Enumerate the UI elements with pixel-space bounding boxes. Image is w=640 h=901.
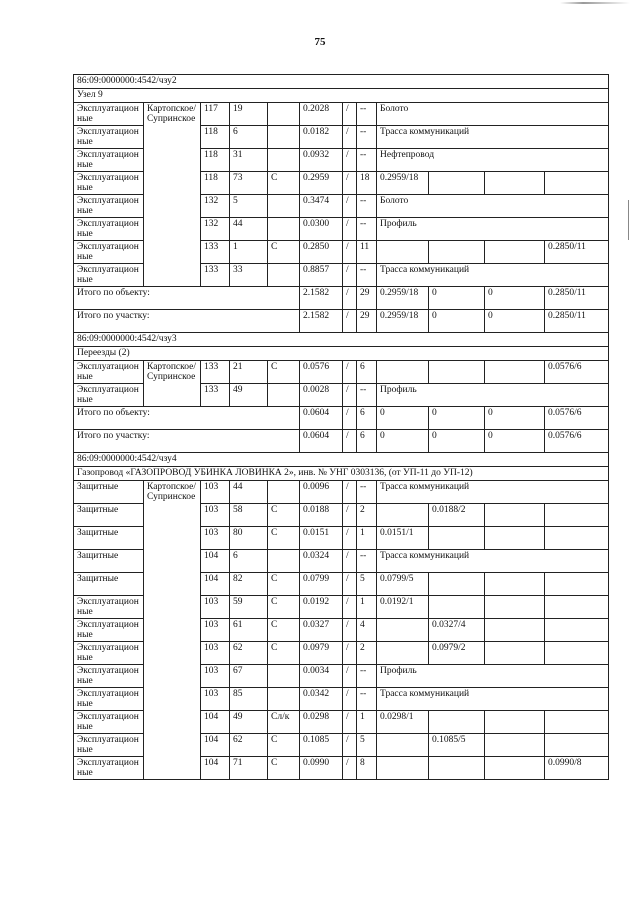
value-cell: 4 — [357, 619, 377, 642]
note-cell: Нефтепровод — [377, 149, 609, 172]
settlement-cell — [144, 361, 201, 407]
category-cell: Защитные — [74, 481, 144, 504]
value-cell: 1 — [230, 241, 268, 264]
value-cell — [485, 504, 545, 527]
total-value: 0.0604 — [300, 407, 343, 430]
value-cell: 0.0188/2 — [429, 504, 485, 527]
value-cell — [377, 361, 429, 384]
value-cell: 0.0576 — [300, 361, 343, 384]
scan-artifact — [560, 2, 630, 4]
value-cell: 62 — [230, 642, 268, 665]
value-cell: 0.0096 — [300, 481, 343, 504]
value-cell: 117 — [201, 103, 230, 126]
value-cell — [485, 619, 545, 642]
total-value: 0.2850/11 — [545, 287, 609, 310]
total-value: 0 — [485, 407, 545, 430]
settlement-cell — [144, 481, 201, 780]
value-cell — [429, 241, 485, 264]
value-cell: 73 — [230, 172, 268, 195]
value-cell: 44 — [230, 218, 268, 241]
total-label: Итого по объекту: — [74, 407, 300, 430]
value-cell — [268, 688, 300, 711]
total-value: 0 — [377, 407, 429, 430]
value-cell: -- — [357, 103, 377, 126]
value-cell — [545, 734, 609, 757]
value-cell — [485, 642, 545, 665]
section-id-row — [74, 75, 609, 89]
total-row — [74, 287, 609, 310]
value-cell: С — [268, 172, 300, 195]
value-cell: / — [343, 527, 357, 550]
total-value: 0 — [485, 310, 545, 333]
value-cell: / — [343, 711, 357, 734]
settlement-part-2: Супринское — [147, 114, 196, 124]
total-value: 0 — [429, 287, 485, 310]
group-row — [74, 89, 609, 103]
group-title: Переезды (2) — [74, 347, 609, 361]
category-cell: Эксплуатационные — [74, 195, 144, 218]
plot-id: 86:09:0000000:4542/чзу3 — [74, 333, 609, 347]
total-value: 6 — [357, 430, 377, 453]
category-cell: Эксплуатационные — [74, 361, 144, 384]
value-cell — [268, 195, 300, 218]
value-cell: 0.0990 — [300, 757, 343, 780]
value-cell: 31 — [230, 149, 268, 172]
value-cell: 0.2028 — [300, 103, 343, 126]
value-cell: Сл/к — [268, 711, 300, 734]
value-cell: 0.0576/6 — [545, 361, 609, 384]
value-cell: / — [343, 384, 357, 407]
value-cell: С — [268, 642, 300, 665]
value-cell: 85 — [230, 688, 268, 711]
value-cell — [485, 596, 545, 619]
category-cell: Эксплуатационные — [74, 665, 144, 688]
total-row — [74, 310, 609, 333]
group-row — [74, 467, 609, 481]
value-cell: 0.0192/1 — [377, 596, 429, 619]
value-cell — [485, 573, 545, 596]
value-cell: -- — [357, 126, 377, 149]
group-row — [74, 347, 609, 361]
total-value: 29 — [357, 287, 377, 310]
value-cell — [545, 573, 609, 596]
value-cell: 133 — [201, 361, 230, 384]
value-cell: 49 — [230, 384, 268, 407]
value-cell: / — [343, 218, 357, 241]
total-value: / — [343, 310, 357, 333]
value-cell: 0.0034 — [300, 665, 343, 688]
value-cell — [485, 241, 545, 264]
category-cell: Эксплуатационные — [74, 241, 144, 264]
value-cell — [485, 172, 545, 195]
value-cell: 0.2959/18 — [377, 172, 429, 195]
value-cell: 118 — [201, 149, 230, 172]
value-cell: 59 — [230, 596, 268, 619]
value-cell: 1 — [357, 711, 377, 734]
value-cell: -- — [357, 264, 377, 287]
value-cell: / — [343, 103, 357, 126]
value-cell: 1 — [357, 527, 377, 550]
total-value: 0.0604 — [300, 430, 343, 453]
value-cell: 0.1085 — [300, 734, 343, 757]
value-cell — [545, 596, 609, 619]
value-cell: -- — [357, 550, 377, 573]
total-value: 0 — [429, 407, 485, 430]
value-cell: 2 — [357, 504, 377, 527]
category-cell: Эксплуатационные — [74, 149, 144, 172]
value-cell: 6 — [230, 126, 268, 149]
value-cell: 0.0932 — [300, 149, 343, 172]
value-cell: 103 — [201, 619, 230, 642]
value-cell: 0.0182 — [300, 126, 343, 149]
value-cell — [429, 757, 485, 780]
value-cell — [268, 126, 300, 149]
value-cell: 103 — [201, 642, 230, 665]
category-cell: Эксплуатационные — [74, 384, 144, 407]
category-cell: Эксплуатационные — [74, 126, 144, 149]
plot-id: 86:09:0000000:4542/чзу4 — [74, 453, 609, 467]
value-cell: 103 — [201, 481, 230, 504]
value-cell: 118 — [201, 126, 230, 149]
category-cell: Эксплуатационные — [74, 619, 144, 642]
value-cell: 18 — [357, 172, 377, 195]
scan-edge-line — [628, 200, 629, 240]
value-cell: / — [343, 642, 357, 665]
value-cell — [377, 504, 429, 527]
value-cell: С — [268, 596, 300, 619]
category-cell: Эксплуатационные — [74, 734, 144, 757]
value-cell: 11 — [357, 241, 377, 264]
value-cell: / — [343, 619, 357, 642]
value-cell — [485, 361, 545, 384]
note-cell: Болото — [377, 195, 609, 218]
total-value: 0 — [485, 430, 545, 453]
value-cell: / — [343, 195, 357, 218]
value-cell — [429, 573, 485, 596]
value-cell: 104 — [201, 550, 230, 573]
value-cell — [377, 619, 429, 642]
value-cell: 71 — [230, 757, 268, 780]
value-cell: 104 — [201, 757, 230, 780]
value-cell — [545, 504, 609, 527]
value-cell: -- — [357, 384, 377, 407]
value-cell — [545, 172, 609, 195]
value-cell: 2 — [357, 642, 377, 665]
note-cell: Болото — [377, 103, 609, 126]
value-cell: -- — [357, 149, 377, 172]
value-cell — [377, 734, 429, 757]
value-cell — [268, 550, 300, 573]
total-label: Итого по участку: — [74, 430, 300, 453]
value-cell — [545, 642, 609, 665]
value-cell: / — [343, 596, 357, 619]
note-cell: Профиль — [377, 218, 609, 241]
value-cell — [545, 711, 609, 734]
value-cell: С — [268, 573, 300, 596]
value-cell — [485, 734, 545, 757]
value-cell: С — [268, 619, 300, 642]
value-cell — [429, 527, 485, 550]
value-cell: 21 — [230, 361, 268, 384]
total-value: 0 — [429, 430, 485, 453]
total-value: 6 — [357, 407, 377, 430]
category-cell: Эксплуатационные — [74, 172, 144, 195]
value-cell: 8 — [357, 757, 377, 780]
value-cell: 44 — [230, 481, 268, 504]
value-cell: С — [268, 734, 300, 757]
value-cell — [268, 103, 300, 126]
value-cell: 49 — [230, 711, 268, 734]
value-cell — [429, 172, 485, 195]
value-cell: 0.0979/2 — [429, 642, 485, 665]
value-cell: 0.0327 — [300, 619, 343, 642]
value-cell — [485, 757, 545, 780]
value-cell: 6 — [357, 361, 377, 384]
value-cell: 0.0990/8 — [545, 757, 609, 780]
value-cell: 103 — [201, 527, 230, 550]
value-cell — [268, 481, 300, 504]
value-cell: 80 — [230, 527, 268, 550]
total-label: Итого по объекту: — [74, 287, 300, 310]
category-cell: Защитные — [74, 550, 144, 573]
settlement-cell — [144, 103, 201, 287]
category-cell: Защитные — [74, 504, 144, 527]
value-cell: 0.0298 — [300, 711, 343, 734]
value-cell: 103 — [201, 665, 230, 688]
value-cell: С — [268, 504, 300, 527]
total-value: 0 — [429, 310, 485, 333]
value-cell: 0.2850 — [300, 241, 343, 264]
value-cell — [377, 757, 429, 780]
value-cell: 5 — [357, 573, 377, 596]
value-cell: С — [268, 527, 300, 550]
value-cell — [377, 642, 429, 665]
settlement-part-1: Картопское/ — [147, 104, 196, 114]
value-cell — [429, 361, 485, 384]
value-cell: 0.2850/11 — [545, 241, 609, 264]
value-cell: 133 — [201, 264, 230, 287]
total-value: 29 — [357, 310, 377, 333]
value-cell: 5 — [230, 195, 268, 218]
value-cell: 1 — [357, 596, 377, 619]
value-cell: -- — [357, 218, 377, 241]
group-title: Узел 9 — [74, 89, 609, 103]
value-cell: 0.0300 — [300, 218, 343, 241]
total-row — [74, 407, 609, 430]
value-cell: С — [268, 361, 300, 384]
value-cell: 0.0151/1 — [377, 527, 429, 550]
category-cell: Защитные — [74, 573, 144, 596]
value-cell: С — [268, 241, 300, 264]
value-cell: 0.0342 — [300, 688, 343, 711]
total-value: 0.2959/18 — [377, 287, 429, 310]
value-cell: 103 — [201, 688, 230, 711]
table-row — [74, 103, 609, 126]
note-cell: Трасса коммуникаций — [377, 550, 609, 573]
note-cell: Трасса коммуникаций — [377, 688, 609, 711]
total-value: / — [343, 287, 357, 310]
value-cell: / — [343, 126, 357, 149]
value-cell — [377, 241, 429, 264]
value-cell: / — [343, 264, 357, 287]
value-cell: 0.0799 — [300, 573, 343, 596]
total-value: 0.0576/6 — [545, 430, 609, 453]
total-value: 0.2959/18 — [377, 310, 429, 333]
value-cell: / — [343, 688, 357, 711]
value-cell: 0.3474 — [300, 195, 343, 218]
section-id-row — [74, 333, 609, 347]
value-cell — [545, 527, 609, 550]
total-label: Итого по участку: — [74, 310, 300, 333]
value-cell: 118 — [201, 172, 230, 195]
total-value: 0 — [377, 430, 429, 453]
plot-id: 86:09:0000000:4542/чзу2 — [74, 75, 609, 89]
value-cell: / — [343, 361, 357, 384]
category-cell: Эксплуатационные — [74, 218, 144, 241]
note-cell: Профиль — [377, 665, 609, 688]
category-cell: Эксплуатационные — [74, 596, 144, 619]
value-cell: 0.2959 — [300, 172, 343, 195]
value-cell: / — [343, 734, 357, 757]
total-value: / — [343, 430, 357, 453]
value-cell — [268, 665, 300, 688]
value-cell — [268, 218, 300, 241]
category-cell: Эксплуатационные — [74, 264, 144, 287]
settlement-part-1: Картопское/ — [147, 362, 196, 372]
value-cell: 82 — [230, 573, 268, 596]
value-cell: 133 — [201, 241, 230, 264]
value-cell: 0.0298/1 — [377, 711, 429, 734]
value-cell: 61 — [230, 619, 268, 642]
total-value: 0 — [485, 287, 545, 310]
value-cell: 104 — [201, 711, 230, 734]
value-cell: / — [343, 550, 357, 573]
value-cell — [268, 384, 300, 407]
value-cell: 133 — [201, 384, 230, 407]
note-cell: Трасса коммуникаций — [377, 481, 609, 504]
value-cell: / — [343, 665, 357, 688]
value-cell — [545, 619, 609, 642]
value-cell: / — [343, 172, 357, 195]
total-value: 2.1582 — [300, 287, 343, 310]
value-cell: 132 — [201, 218, 230, 241]
value-cell: 62 — [230, 734, 268, 757]
settlement-part-2: Супринское — [147, 372, 196, 382]
value-cell: -- — [357, 481, 377, 504]
value-cell: 0.0188 — [300, 504, 343, 527]
value-cell: 0.0324 — [300, 550, 343, 573]
value-cell: 0.8857 — [300, 264, 343, 287]
value-cell: 58 — [230, 504, 268, 527]
value-cell — [485, 711, 545, 734]
value-cell: 0.0151 — [300, 527, 343, 550]
section-id-row — [74, 453, 609, 467]
value-cell: / — [343, 149, 357, 172]
group-title: Газопровод «ГАЗОПРОВОД УБИНКА ЛОВИНКА 2», инв. № УНГ 0303136, (от УП-11 до УП-12) — [74, 467, 609, 481]
settlement-part-1: Картопское/ Супринское — [147, 482, 196, 502]
value-cell — [485, 527, 545, 550]
value-cell: 0.0028 — [300, 384, 343, 407]
value-cell: 0.0192 — [300, 596, 343, 619]
category-cell: Эксплуатационные — [74, 711, 144, 734]
value-cell: / — [343, 504, 357, 527]
category-cell: Эксплуатационные — [74, 688, 144, 711]
value-cell: 19 — [230, 103, 268, 126]
value-cell: 132 — [201, 195, 230, 218]
value-cell: -- — [357, 195, 377, 218]
value-cell: / — [343, 757, 357, 780]
value-cell: / — [343, 573, 357, 596]
category-cell: Эксплуатационные — [74, 103, 144, 126]
value-cell: / — [343, 241, 357, 264]
value-cell: 67 — [230, 665, 268, 688]
total-value: / — [343, 407, 357, 430]
value-cell: С — [268, 757, 300, 780]
value-cell — [268, 149, 300, 172]
value-cell: / — [343, 481, 357, 504]
value-cell: -- — [357, 688, 377, 711]
category-cell: Эксплуатационные — [74, 642, 144, 665]
land-plots-table — [73, 74, 609, 780]
value-cell: 104 — [201, 573, 230, 596]
value-cell: 0.0799/5 — [377, 573, 429, 596]
total-value: 0.0576/6 — [545, 407, 609, 430]
value-cell — [429, 711, 485, 734]
value-cell: 0.0979 — [300, 642, 343, 665]
value-cell: 104 — [201, 734, 230, 757]
note-cell: Трасса коммуникаций — [377, 126, 609, 149]
value-cell: 0.1085/5 — [429, 734, 485, 757]
value-cell: 6 — [230, 550, 268, 573]
note-cell: Трасса коммуникаций — [377, 264, 609, 287]
page-number: 75 — [314, 36, 326, 48]
value-cell: 5 — [357, 734, 377, 757]
table-row — [74, 361, 609, 384]
value-cell: 103 — [201, 504, 230, 527]
note-cell: Профиль — [377, 384, 609, 407]
value-cell: 0.0327/4 — [429, 619, 485, 642]
total-row — [74, 430, 609, 453]
total-value: 2.1582 — [300, 310, 343, 333]
value-cell — [429, 596, 485, 619]
value-cell: 33 — [230, 264, 268, 287]
category-cell: Защитные — [74, 527, 144, 550]
category-cell: Эксплуатационные — [74, 757, 144, 780]
value-cell: 103 — [201, 596, 230, 619]
value-cell — [268, 264, 300, 287]
value-cell: -- — [357, 665, 377, 688]
table-row — [74, 481, 609, 504]
total-value: 0.2850/11 — [545, 310, 609, 333]
